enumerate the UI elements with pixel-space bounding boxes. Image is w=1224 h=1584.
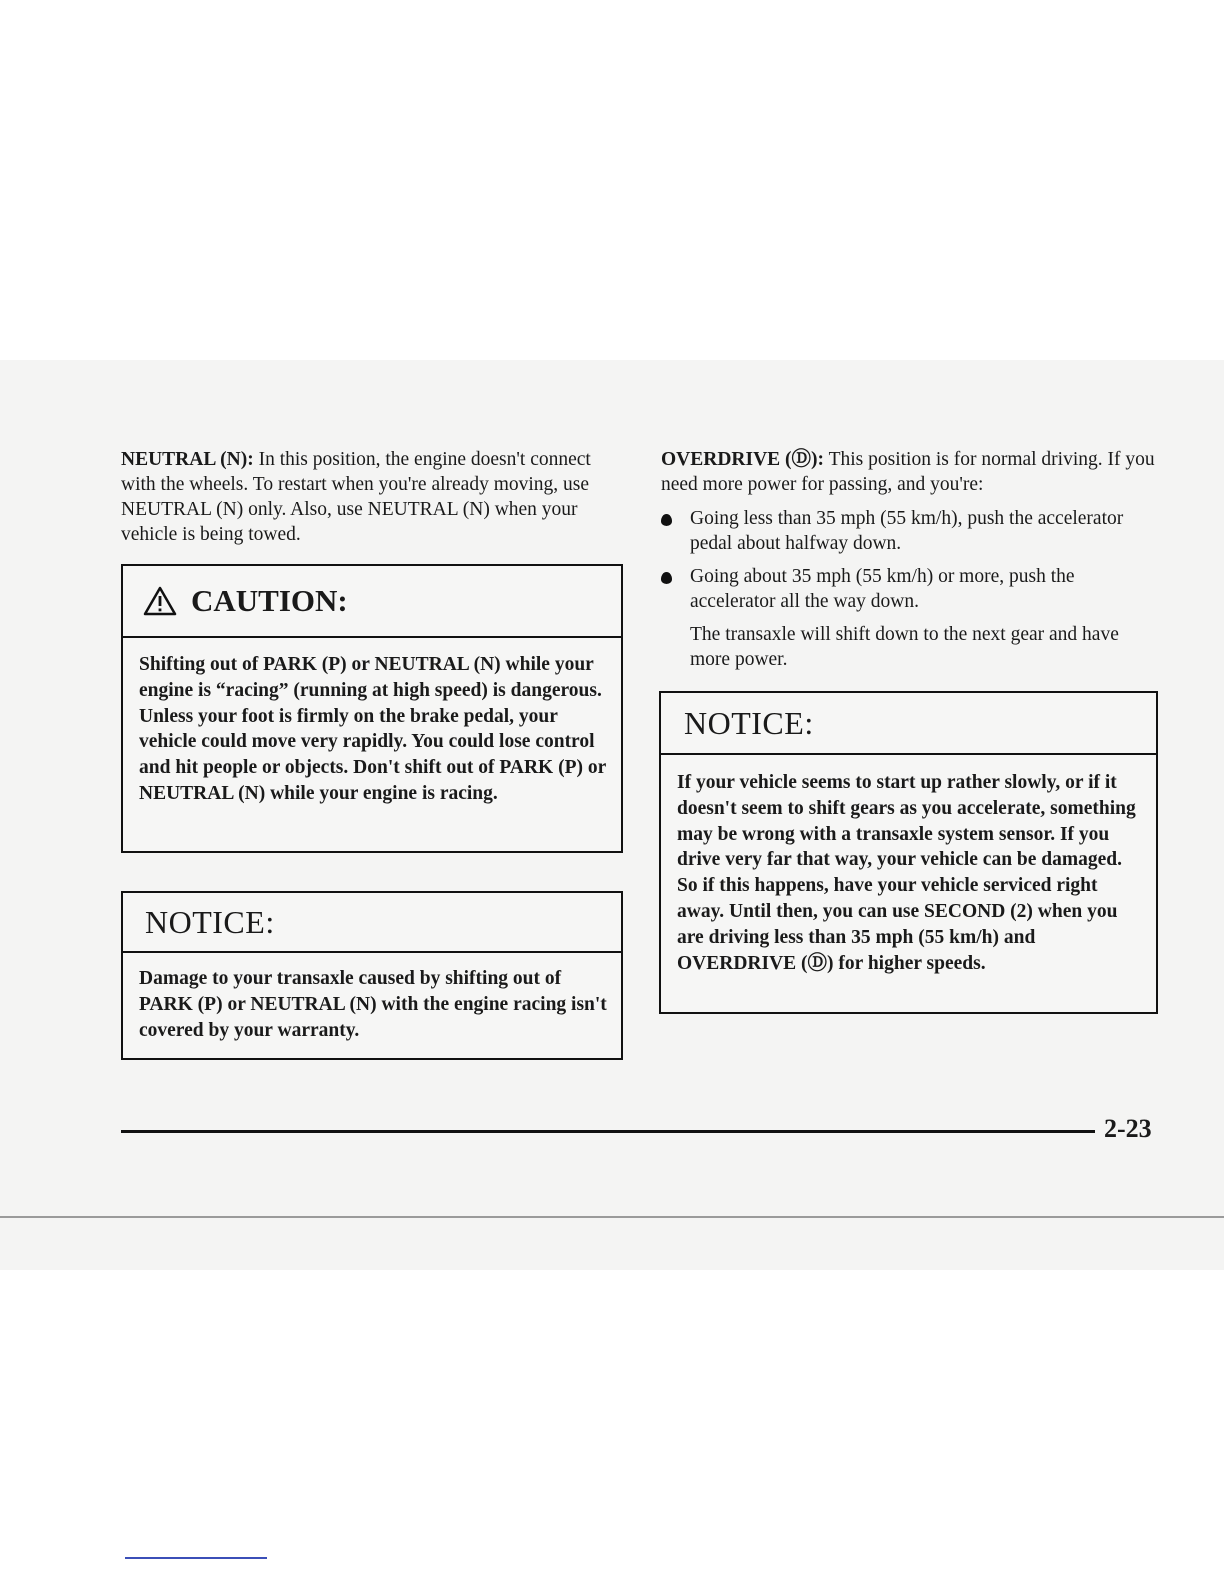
- left-notice-heading: NOTICE:: [145, 903, 275, 940]
- downshift-note: The transaxle will shift down to the next gear and have more power.: [690, 624, 1119, 670]
- bullet-text: Going about 35 mph (55 km/h) or more, push the accelerator all the way down.: [690, 566, 1075, 612]
- neutral-text: In this position, the engine doesn't connect with the wheels. To restart when you're already moving, use NEUTRAL (N) only. Also, use NEUTRAL (N) when your vehicle is being towed.: [121, 449, 591, 545]
- overdrive-text: This position is for normal driving. If you need more power for passing, and you're:: [661, 449, 1155, 495]
- neutral-label: NEUTRAL (N):: [121, 449, 254, 470]
- overdrive-paragraph: [661, 447, 1161, 497]
- warning-triangle-icon: [143, 586, 177, 616]
- left-notice-header: [123, 893, 621, 953]
- scan-edge-line: [0, 1216, 1224, 1218]
- list-item: [661, 564, 1161, 614]
- overdrive-label: OVERDRIVE (Ⓓ):: [661, 449, 825, 470]
- footer-rule: [121, 1130, 1095, 1133]
- page-number: 2-23: [1104, 1114, 1152, 1143]
- caution-text: Shifting out of PARK (P) or NEUTRAL (N) while your engine is “racing” (running at high speed) is dangerous. Unless your foot is firmly on the brake pedal, your vehicle could move very rapidly. You could lose control and hit people or objects. Don't shift out of PARK (P) or NEUTRAL (N) while your engine is racing.: [139, 654, 606, 804]
- right-notice-heading: NOTICE:: [684, 704, 814, 741]
- bullet-icon: [661, 572, 672, 584]
- caution-header: [123, 566, 621, 638]
- left-notice-text: Damage to your transaxle caused by shifting out of PARK (P) or NEUTRAL (N) with the engine racing isn't covered by your warranty.: [139, 968, 607, 1041]
- right-notice-text: If your vehicle seems to start up rather slowly, or if it doesn't seem to shift gears as you accelerate, something may be wrong with a transaxle system sensor. If you drive very far that way, your vehicle can be damaged. So if this happens, have your vehicle serviced right away. Until then, you can use SECOND (2) when you are driving less than 35 mph (55 km/h) and OVERDRIVE (Ⓓ) for higher speeds.: [677, 772, 1136, 974]
- right-notice-header: [661, 693, 1156, 755]
- caution-box: [121, 564, 623, 853]
- right-column: [661, 447, 1161, 672]
- bullet-icon: [661, 514, 672, 526]
- caution-heading: CAUTION:: [191, 583, 348, 618]
- left-notice-box: [121, 891, 623, 1060]
- right-notice-box: [659, 691, 1158, 1014]
- left-column: [121, 447, 621, 547]
- bottom-stub-line: [125, 1557, 267, 1559]
- neutral-paragraph: [121, 447, 621, 547]
- bullet-text: Going less than 35 mph (55 km/h), push the accelerator pedal about halfway down.: [690, 508, 1124, 554]
- overdrive-bullet-list: [661, 506, 1161, 614]
- list-item: [661, 506, 1161, 556]
